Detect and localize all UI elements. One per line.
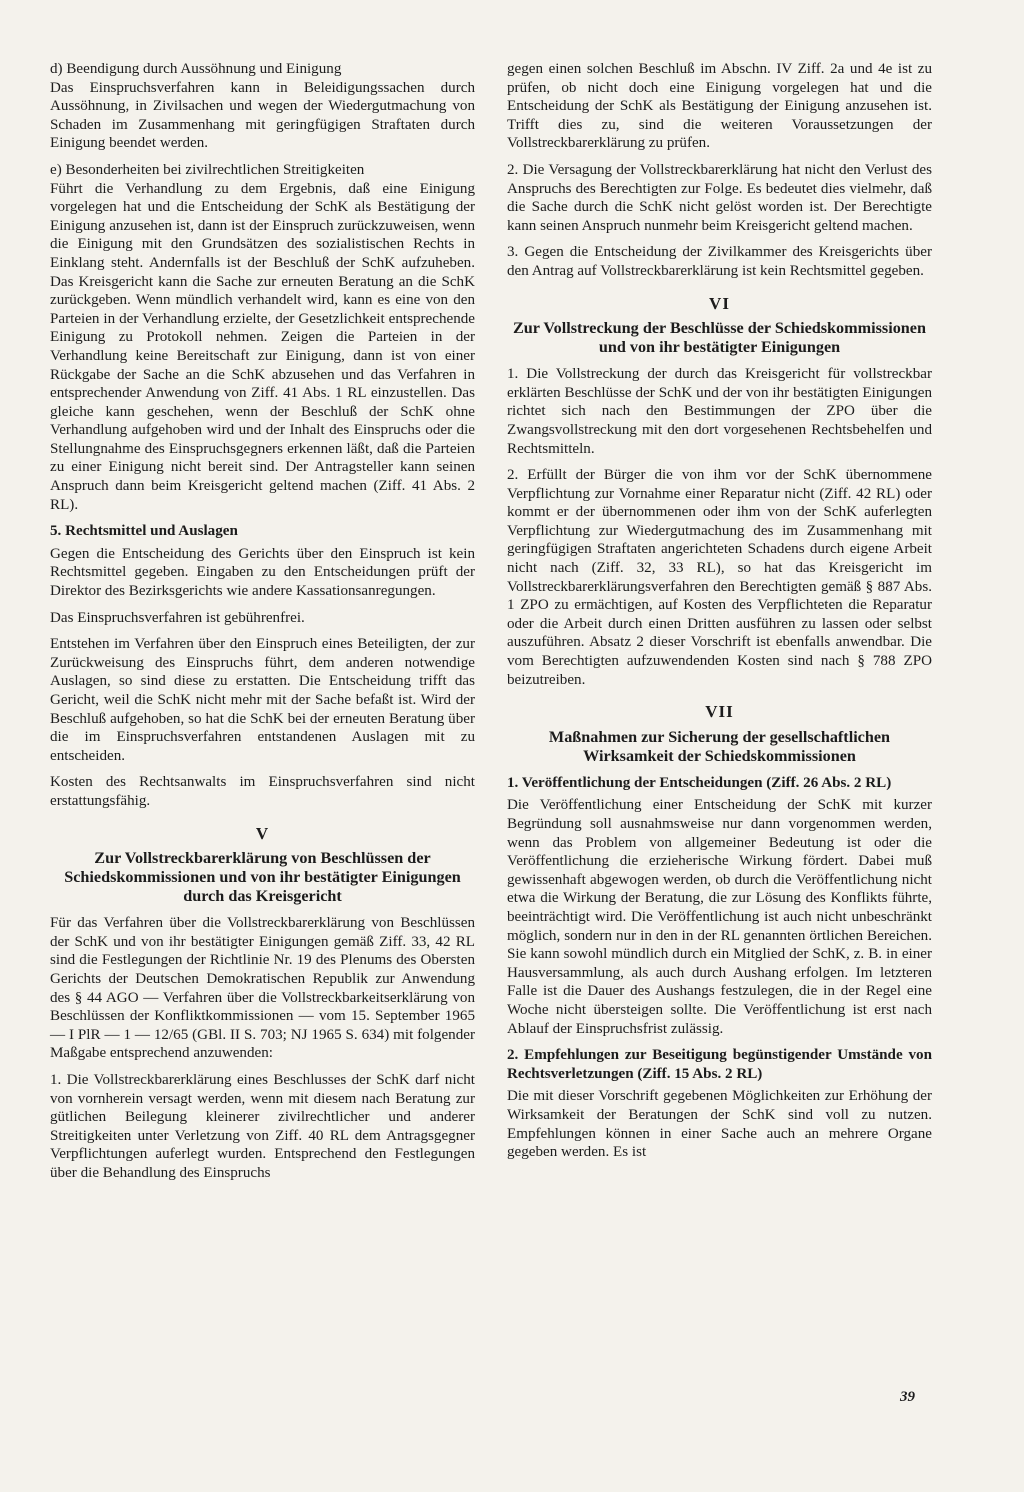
left-column [50,60,475,1190]
section-vii-title: Maßnahmen zur Sicherung der gesellschaftlichen Wirksamkeit der Schiedskommissionen [548,727,891,765]
paragraph-rechtsmittel-2: Das Einspruchsverfahren ist gebührenfrei. [50,609,305,626]
paragraph-v-1: Für das Verfahren über die Vollstreckbarerklärung von Beschlüssen der SchK und von ihr bestätigter Einigungen gemäß Ziff. 33, 42 RL sind die Festlegungen der Richtlinie Nr. 19 des Plenums des Obersten Gerichts der Deutschen Demokratischen Republik zur Anwendung des § 44 AGO — Verfahren über die Vollstreckbarkeitserklärung von Beschlüssen der Konfliktkommissionen — vom 15. September 1965 — I PlR — 1 — 12/65 (GBl. II S. 703; NJ 1965 S. 634) mit folgender Maßgabe entsprechend anzuwenden: [50,915,475,1062]
heading-empfehlungen: 2. Empfehlungen zur Beseitigung begünstigender Umstände von Rechtsverletzungen (Ziff. 15 Abs. 2 RL) [507,1047,932,1082]
page-number: 39 [900,1389,915,1405]
paragraph-vii-1: Die Veröffentlichung einer Entscheidung der SchK mit kurzer Begründung soll ausnahmsweise nur dann vorgenommen werden, wenn das Problem von allgemeiner Bedeutung ist oder die Veröffentlichung die erzieherische Wirkung fördert. Dabei muß gewissenhaft abgewogen werden, ob durch die Veröffentlichung nicht etwa die Wirkung der Beratung, die zur Lösung des Konflikts führte, beeinträchtigt wird. Die Veröffentlichung ist auch nicht unbeschränkt möglich, sondern nur in den in der RL genannten örtlichen Bereichen. Sie kann sowohl mündlich durch ein Mitglied der SchK, z. B. in einer Hausversammlung, als auch durch Aushang erfolgen. Im letzteren Falle ist die Dauer des Aushangs festzulegen, die in der Regel eine Woche nicht übersteigen sollte. Die Veröffentlichung ist erst nach Ablauf der Einspruchsfrist zulässig. [507,797,932,1037]
paragraph-vii-2: Die mit dieser Vorschrift gegebenen Möglichkeiten zur Erhöhung der Wirksamkeit der Beratungen der SchK sind voll zu nutzen. Empfehlungen können in einer Sache auch an mehrere Organe gegeben werden. Es ist [507,1088,932,1161]
paragraph-d-1: Das Einspruchsverfahren kann in Beleidigungssachen durch Aussöhnung, in Zivilsachen und wegen der Wiedergutmachung von Schaden im Zusammenhang mit geringfügigen Straftaten durch Einigung beendet werden. [50,79,475,152]
section-vii-numeral: VII [705,702,734,722]
paragraph-rechtsmittel-3: Entstehen im Verfahren über den Einspruch eines Beteiligten, der zur Zurückweisung des Einspruchs führt, dem anderen notwendige Auslagen, so sind diese zu erstatten. Die Entscheidung trifft das Gericht, weil die SchK nicht mehr mit der Sache befaßt ist. Wird der Beschluß aufgehoben, so hat die SchK bei der erneuten Beratung über die im Einspruchsverfahren entstandenen Auslagen mit zu entscheiden. [50,636,475,764]
paragraph-continued-1: gegen einen solchen Beschluß im Abschn. IV Ziff. 2a und 4e ist zu prüfen, ob nicht doch eine Einigung vorgelegen hat und die Entscheidung der SchK als Bestätigung der Einigung anzusehen ist. Trifft dies zu, sind die weiteren Voraussetzungen der Vollstreckbarerklärung zu prüfen. [507,61,932,152]
section-vi-numeral: VI [709,293,730,313]
paragraph-continued-2: 2. Die Versagung der Vollstreckbarerklärung hat nicht den Verlust des Anspruchs des Berechtigten zur Folge. Es bedeutet dies vielmehr, daß die Sache durch die SchK nicht gelöst worden ist. Der Berechtigte kann seinen Anspruch nunmehr beim Kreisgericht geltend machen. [507,161,932,234]
right-column [507,60,932,1170]
paragraph-vi-1: 1. Die Vollstreckung der durch das Kreisgericht für vollstreckbar erklärten Beschlüsse der SchK und der von ihr bestätigten Einigungen richtet sich nach den Bestimmungen der ZPO über die Zwangsvollstreckung mit den dort vorgesehenen Rechtsbehelfen und Rechtsmitteln. [507,366,932,457]
subsection-heading-e: e) Besonderheiten bei zivilrechtlichen Streitigkeiten [50,161,365,178]
section-vi-title: Zur Vollstreckung der Beschlüsse der Schiedskommissionen und von ihr bestätigter Einigungen [512,319,926,357]
paragraph-e-1: Führt die Verhandlung zu dem Ergebnis, daß eine Einigung vorgelegen hat und die Entscheidung der SchK als Bestätigung der Einigung anzusehen ist, dann ist der Einspruch zurückzuweisen, wenn die Einigung mit den Grundsätzen des sozialistischen Rechts in Einklang steht. Andernfalls ist der Beschluß der SchK aufzuheben. Das Kreisgericht kann die Sache zur erneuten Beratung an die SchK zurückgeben. Wenn mündlich verhandelt wird, kann es eine von den Parteien in der Verhandlung erzielte, der Gesetzlichkeit entsprechende Einigung zu Protokoll nehmen. Zeigen die Parteien in der Verhandlung keine Bereitschaft zur Einigung, dann ist von einer Rückgabe der Sache an die SchK abzusehen und das Verfahren in entsprechender Anwendung von Ziff. 41 Abs. 1 RL einzustellen. Das gleiche kann geschehen, wenn der Beschluß der SchK ohne Verhandlung aufgehoben wird und der Inhalt des Einspruchs oder die Stellungnahme des Einspruchsgegners erkennen läßt, daß die Parteien zu einer Einigung nicht bereit sind. Der Antragsteller kann seinen Anspruch dann beim Kreisgericht geltend machen (Ziff. 41 Abs. 2 RL). [50,180,475,513]
paragraph-v-2: 1. Die Vollstreckbarerklärung eines Beschlusses der SchK darf nicht von vornherein versagt werden, wenn mit diesem nach Beratung zur gütlichen Beilegung kleinerer zivilrechtlicher und anderer Streitigkeiten unter Verletzung von Ziff. 40 RL dem Antragsgegner Verpflichtungen auferlegt wurden. Entsprechend den Festlegungen über die Behandlung des Einspruchs [50,1071,475,1181]
subsection-heading-d: d) Beendigung durch Aussöhnung und Einigung [50,61,342,77]
section-v-title: Zur Vollstreckbarerklärung von Beschlüssen der Schiedskommissionen und von ihr bestätigter Einigungen durch das Kreisgericht [64,849,461,906]
heading-rechtsmittel: 5. Rechtsmittel und Auslagen [50,523,238,540]
paragraph-rechtsmittel-1: Gegen die Entscheidung des Gerichts über den Einspruch ist kein Rechtsmittel gegeben. Eingaben zu den Entscheidungen prüft der Direktor des Bezirksgerichts wie andere Kassationsanregungen. [50,545,475,600]
paragraph-vi-2: 2. Erfüllt der Bürger die von ihm vor der SchK übernommene Verpflichtung zur Vornahme einer Reparatur nicht (Ziff. 42 RL) oder kommt er der übernommenen oder ihm von der SchK auferlegten Verpflichtung zur Wiedergutmachung des im Zusammenhang mit geringfügigen Straftaten angerichteten Schadens durch eigene Arbeit nicht nach (Ziff. 32, 33 RL), so hat das Kreisgericht im Vollstreckbarerklärungsverfahren den Berechtigten gemäß § 887 Abs. 1 ZPO zu ermächtigen, auf Kosten des Verpflichteten die Reparatur oder die Arbeit durch einen Dritten ausführen zu lassen oder selbst auszuführen. Absatz 2 dieser Vorschrift ist ebenfalls anwendbar. Die vom Berechtigten aufzuwendenden Kosten sind nach § 788 ZPO beizutreiben. [507,467,932,688]
paragraph-rechtsmittel-4: Kosten des Rechtsanwalts im Einspruchsverfahren sind nicht erstattungsfähig. [50,774,475,809]
section-v-numeral: V [255,823,270,843]
paragraph-continued-3: 3. Gegen die Entscheidung der Zivilkammer des Kreisgerichts über den Antrag auf Vollstreckbarerklärung ist kein Rechtsmittel gegeben. [507,244,932,279]
heading-veroeffentlichung: 1. Veröffentlichung der Entscheidungen (Ziff. 26 Abs. 2 RL) [507,774,892,791]
